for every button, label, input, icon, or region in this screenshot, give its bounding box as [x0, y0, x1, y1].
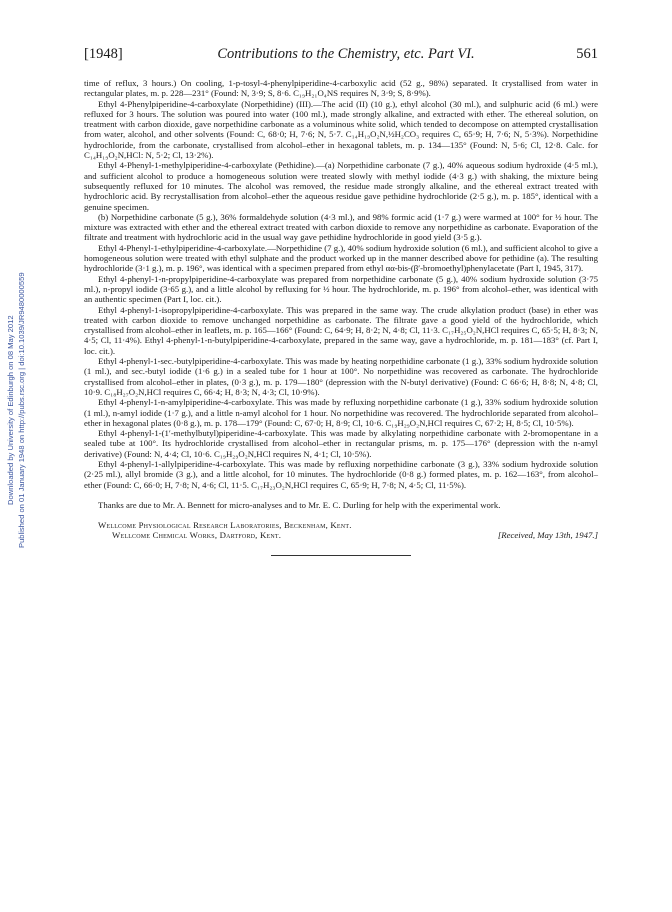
article-body	[84, 78, 598, 541]
paragraph-sec-butyl-derivative: Ethyl 4-phenyl-1-sec.-butylpiperidine-4-carboxylate. This was made by heating norpethidine carbonate (1 g.), 33% sodium hydroxide solution (1 ml.), and sec.-butyl iodide (1·6 g.) in a sealed tube for 1 hour at 100°. No norpethidine was recovered as carbonate. The hydrochloride crystallised from alcohol–ether in plates, (0·3 g.), m. p. 179—180° (depression with the N-butyl derivative) (Found: C 66·6; H, 8·8; N, 4·8; Cl, 10·9. C₁₈H₂₇O₂N,HCl requires C, 66·4; H, 8·3; N, 4·3; Cl, 10·9%).	[84, 356, 598, 397]
acknowledgement: Thanks are due to Mr. A. Bennett for micro-analyses and to Mr. E. C. Durling for help with the experimental work.	[98, 499, 501, 510]
paragraph-methylbutyl-derivative: Ethyl 4-phenyl-1-(1′-methylbutyl)piperidine-4-carboxylate. This was made by alkylating norpethidine carbonate with 2-bromopentane in a sealed tube at 100°. Its hydrochloride crystallised from alcohol–ether in rectangular prisms, m. p. 175—176° (depression with the n-amyl derivative) (Found: N, 4·4; Cl, 10·6. C₁₉H₂₉O₂N,HCl requires N, 4·1; Cl, 10·5%).	[84, 428, 598, 459]
page-number: 561	[576, 46, 598, 62]
paragraph-isopropyl-derivative: Ethyl 4-phenyl-1-isopropylpiperidine-4-carboxylate. This was prepared in the same way. The crude alkylation product (base) in ether was treated with carbon dioxide to remove unchanged norpethidine as carbonate. The filtrate gave a good yield of the hydrochloride, which crystallised from alcohol–ether in leaflets, m. p. 165—166° (Found: C, 64·9; H, 8·2; N, 4·8; Cl, 11·3. C₁₇H₂₅O₂N,HCl requires C, 65·5; H, 8·3; N, 4·5; Cl, 11·4%). Ethyl 4-phenyl-1-n-butylpiperidine-4-carboxylate, prepared in the same way, gave a hydrochloride, m. p. 181—183° (cf. Part I, loc. cit.).	[84, 304, 598, 356]
sidebar-download-info	[6, 120, 28, 700]
paragraph-ethyl-derivative: Ethyl 4-Phenyl-1-ethylpiperidine-4-carboxylate.—Norpethidine (7 g.), 40% sodium hydroxide solution (6 ml.), and sufficient alcohol to give a homogeneous solution were treated with ethyl sulphate and the product worked up in the manner described above for pethidine (a). The resulting hydrochloride (3·1 g.), m. p. 196°, was identical with a specimen prepared from ethyl αα-bis-(β′-bromoethyl)phenylacetate (Part I, 1945, 317).	[84, 242, 598, 274]
paragraph-n-amyl-derivative: Ethyl 4-phenyl-1-n-amylpiperidine-4-carboxylate. This was made by refluxing norpethidine carbonate (1 g.), 33% sodium hydroxide solution (1 ml.), n-amyl iodide (1·7 g.), and a little n-amyl alcohol for 1 hour. No norpethidine was recovered. The hydrochloride separated from alcohol–ether in hexagonal plates (0·8 g.), m. p. 178—179° (Found: C, 67·0; H, 8·9; Cl, 10·6. C₁₉H₂₉O₂N,HCl requires C, 67·2; H, 8·5; Cl, 10·5%).	[84, 397, 598, 428]
running-header	[84, 46, 598, 68]
sidebar-published-text[interactable]: Published on 01 January 1948 on http://pubs.rsc.org | doi:10.1039/JR9480000559	[17, 272, 26, 548]
paragraph-n-propyl-derivative: Ethyl 4-phenyl-1-n-propylpiperidine-4-carboxylate was prepared from norpethidine carbonate (5 g.), 40% sodium hydroxide solution (3·75 ml.), n-propyl iodide (3·65 g.), and a little alcohol by refluxing for ½ hour. The hydrochloride, m. p. 196° from alcohol–ether, was identical with an authentic specimen (Part I, loc. cit.).	[84, 273, 598, 305]
paragraph-tosyl-acid: time of reflux, 3 hours.) On cooling, 1-p-tosyl-4-phenylpiperidine-4-carboxylic acid (52 g., 98%) separated. It crystallised from water in rectangular plates, m. p. 228—231° (Found: N, 3·9; S, 8·6. C₁₉H₂₁O₄NS requires N, 3·9; S, 8·9%).	[84, 78, 598, 99]
affiliation-row	[84, 530, 598, 540]
paragraph-allyl-derivative: Ethyl 4-phenyl-1-allylpiperidine-4-carboxylate. This was made by refluxing norpethidine carbonate (3 g.), 33% sodium hydroxide solution (2·25 ml.), allyl bromide (3 g.), and a little alcohol, for 10 minutes. The hydrochloride (0·8 g.) formed plates, m. p. 162—163°, from alcohol–ether (Found: C, 66·0; H, 7·8; N, 4·6; Cl, 11·5. C₁₇H₂₃O₂N,HCl requires C, 65·9; H, 7·8; N, 4·5; Cl, 11·5%).	[84, 458, 598, 490]
header-title: Contributions to the Chemistry, etc. Part VI.	[217, 46, 475, 62]
affiliation-chemical-works: Wellcome Chemical Works, Dartford, Kent.	[112, 530, 282, 541]
journal-page	[84, 46, 598, 556]
paragraph-norpethidine: Ethyl 4-Phenylpiperidine-4-carboxylate (Norpethidine) (III).—The acid (II) (10 g.), ethyl alcohol (30 ml.), and sulphuric acid (6 ml.) were refluxed for 3 hours. The solution was poured into water (100 ml.), made strongly alkaline, and extracted with ether. The ethereal solution, on treatment with carbon dioxide, gave norpethidine carbonate as a voluminous white solid, which tended to decompose on attempted crystallisation from water, alcohol, and other solvents (Found: C, 68·0; H, 7·6; N, 5·7. C₁₄H₁₉O₂N,½H₂CO₃ requires C, 65·9; H, 7·6; N, 5·3%). Norpethidine hydrochloride, from the carbonate, crystallised from alcohol–ether in hexagonal tablets, m. p. 134—135° (Found: N, 5·6; Cl, 12·8. Calc. for C₁₄H₁₉O₂N,HCl: N, 5·2; Cl, 13·2%).	[84, 98, 598, 161]
header-year: [1948]	[84, 46, 123, 62]
paragraph-pethidine-b: (b) Norpethidine carbonate (5 g.), 36% formaldehyde solution (4·3 ml.), and 98% formic acid (1·7 g.) were warmed at 100° for ½ hour. The mixture was extracted with ether and the ethereal extract treated with carbon dioxide to remove any norpethidine as carbonate. Evaporation of the filtrate and treatment with hydrochloric acid in the usual way gave pethidine hydrochloride in good yield (3·5 g.).	[84, 211, 598, 243]
end-rule	[271, 555, 411, 556]
affiliation-laboratories: Wellcome Physiological Research Laboratories, Beckenham, Kent.	[98, 520, 352, 531]
sidebar-downloaded-text: Downloaded by University of Edinburgh on 08 May 2012	[6, 315, 15, 505]
received-date: [Received, May 13th, 1947.]	[497, 530, 598, 541]
paragraph-pethidine-a: Ethyl 4-Phenyl-1-methylpiperidine-4-carboxylate (Pethidine).—(a) Norpethidine carbonate (7 g.), 40% aqueous sodium hydroxide (4·5 ml.), and sufficient alcohol to produce a homogeneous solution were treated slowly with methyl iodide (4·3 g.) with shaking, the mixture being subsequently refluxed for 10 minutes. The alcohol was removed, the residue made strongly alkaline, and the ethereal extract treated with hydrochloric acid. By recrystallisation from alcohol–ether the aqueous residue gave pethidine hydrochloride (2·5 g.), m. p. 185°, identical with a genuine specimen.	[84, 160, 598, 212]
